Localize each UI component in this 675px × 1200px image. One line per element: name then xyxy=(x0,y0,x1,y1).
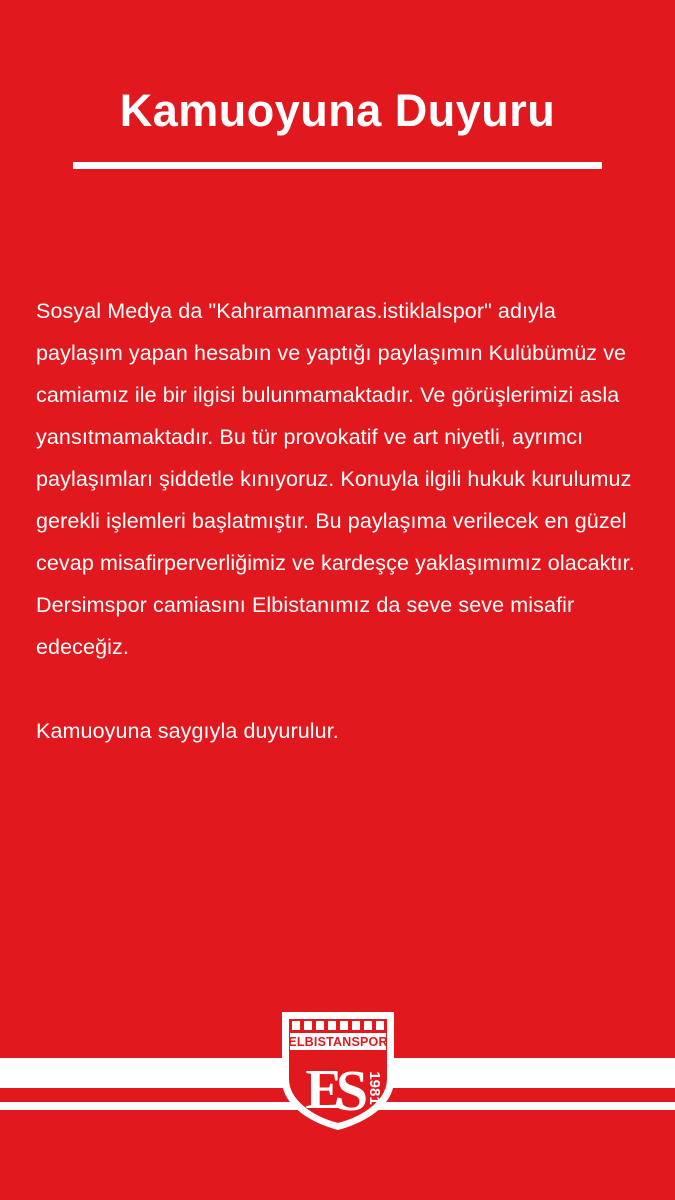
svg-text:E: E xyxy=(304,1059,343,1121)
body-paragraph: Kamuoyuna saygıyla duyurulur. xyxy=(36,719,339,743)
svg-text:1981: 1981 xyxy=(365,1071,383,1105)
club-crest-icon xyxy=(272,1006,404,1134)
footer-band xyxy=(0,1000,675,1200)
body-paragraph: Sosyal Medya da "Kahramanmaras.istiklalspor" adıyla paylaşım yapan hesabın ve yaptığı paylaşımın Kulübümüz ve camiamız ile bir ilgisi bulunmamaktadır. Ve görüşlerimizi asla yansıtmamaktadır. Bu tür provokatif ve art niyetli, ayrımcı paylaşımları şiddetle kınıyoruz. Konuyla ilgili hukuk kurulumuz gerekli işlemleri başlatmıştır. Bu paylaşıma verilecek en güzel cevap misafirperverliğimiz ve kardeşçe yaklaşımımız olacaktır. Dersimspor camiasını Elbistanımız da seve seve misafir edeceğiz. xyxy=(36,299,635,659)
heading-block xyxy=(0,86,675,169)
page-title: Kamuoyuna Duyuru xyxy=(119,85,556,136)
announcement-body xyxy=(0,269,675,774)
svg-text:S: S xyxy=(335,1058,368,1123)
svg-text:ELBISTANSPOR: ELBISTANSPOR xyxy=(287,1035,388,1049)
title-underline-divider xyxy=(73,162,602,169)
